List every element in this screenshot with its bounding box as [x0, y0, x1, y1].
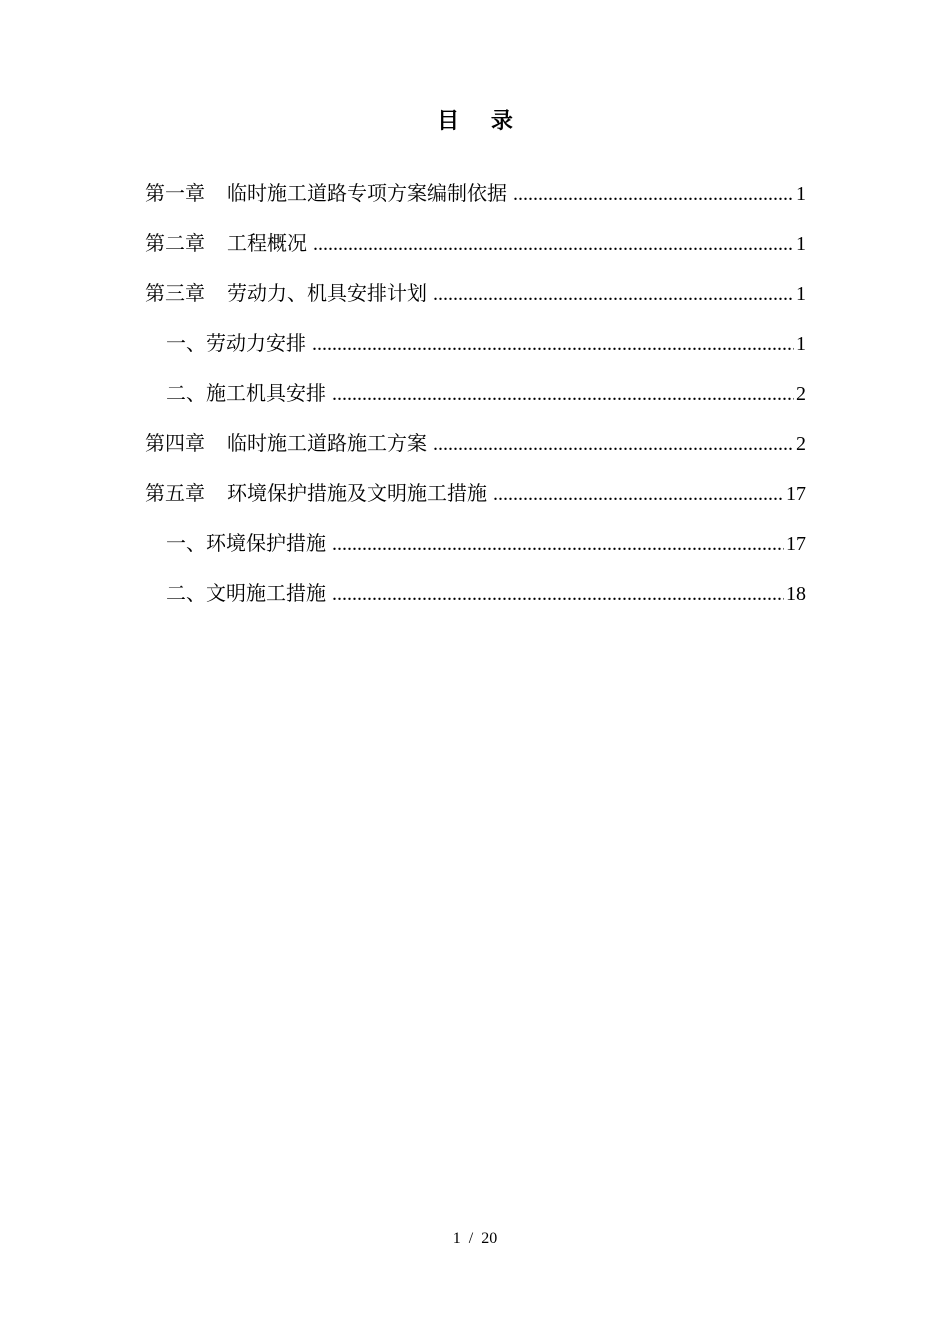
toc-page-number: 17 [786, 483, 806, 505]
toc-page-number: 1 [796, 183, 806, 205]
toc-entry-label [145, 228, 307, 258]
toc-page-number: 1 [796, 233, 806, 255]
toc-chapter-number: 第四章 [145, 431, 205, 455]
toc-entry-title: 环境保护措施及文明施工措施 [227, 481, 487, 505]
toc-page-number: 17 [786, 533, 806, 555]
toc-entry[interactable] [145, 278, 806, 328]
toc-dot-leader [332, 529, 784, 559]
toc-dot-leader [332, 379, 794, 409]
toc-subentry[interactable] [145, 528, 806, 578]
toc-entry-title: 临时施工道路施工方案 [227, 431, 427, 455]
toc-entry[interactable] [145, 228, 806, 278]
toc-dot-leader [493, 479, 784, 509]
toc-entry-title: 劳动力、机具安排计划 [227, 281, 427, 305]
toc-page-number: 2 [796, 433, 806, 455]
toc-dot-leader [313, 229, 794, 259]
toc-dot-leader [332, 579, 784, 609]
toc-subentry[interactable] [145, 328, 806, 378]
toc-entry-title: 二、施工机具安排 [166, 381, 326, 405]
toc-dot-leader [433, 279, 794, 309]
toc-dot-leader [513, 179, 794, 209]
toc-entry-title: 临时施工道路专项方案编制依据 [227, 181, 507, 205]
toc-entry-label [145, 178, 507, 208]
toc-entry-title: 一、劳动力安排 [166, 331, 306, 355]
toc-chapter-number: 第一章 [145, 181, 205, 205]
toc-page-number: 18 [786, 583, 806, 605]
toc-chapter-number: 第三章 [145, 281, 205, 305]
toc-title: 目 录 [437, 108, 525, 134]
toc-entry[interactable] [145, 428, 806, 478]
toc-entry-title: 一、环境保护措施 [166, 531, 326, 555]
toc-subentry[interactable] [145, 578, 806, 628]
page-number-footer: 1 / 20 [452, 1230, 498, 1247]
toc-entry-label [145, 428, 427, 458]
toc-entry-title: 二、文明施工措施 [166, 581, 326, 605]
toc-chapter-number: 第二章 [145, 231, 205, 255]
toc-entry-title: 工程概况 [227, 231, 307, 255]
toc-chapter-number: 第五章 [145, 481, 205, 505]
toc-page-number: 1 [796, 333, 806, 355]
toc-entry-label [145, 478, 487, 508]
toc-dot-leader [433, 429, 794, 459]
toc-list [145, 178, 806, 628]
toc-page-number: 1 [796, 283, 806, 305]
toc-entry-label [145, 278, 427, 308]
toc-dot-leader [312, 329, 794, 359]
toc-subentry[interactable] [145, 378, 806, 428]
toc-entry[interactable] [145, 478, 806, 528]
toc-entry[interactable] [145, 178, 806, 228]
toc-page-number: 2 [796, 383, 806, 405]
